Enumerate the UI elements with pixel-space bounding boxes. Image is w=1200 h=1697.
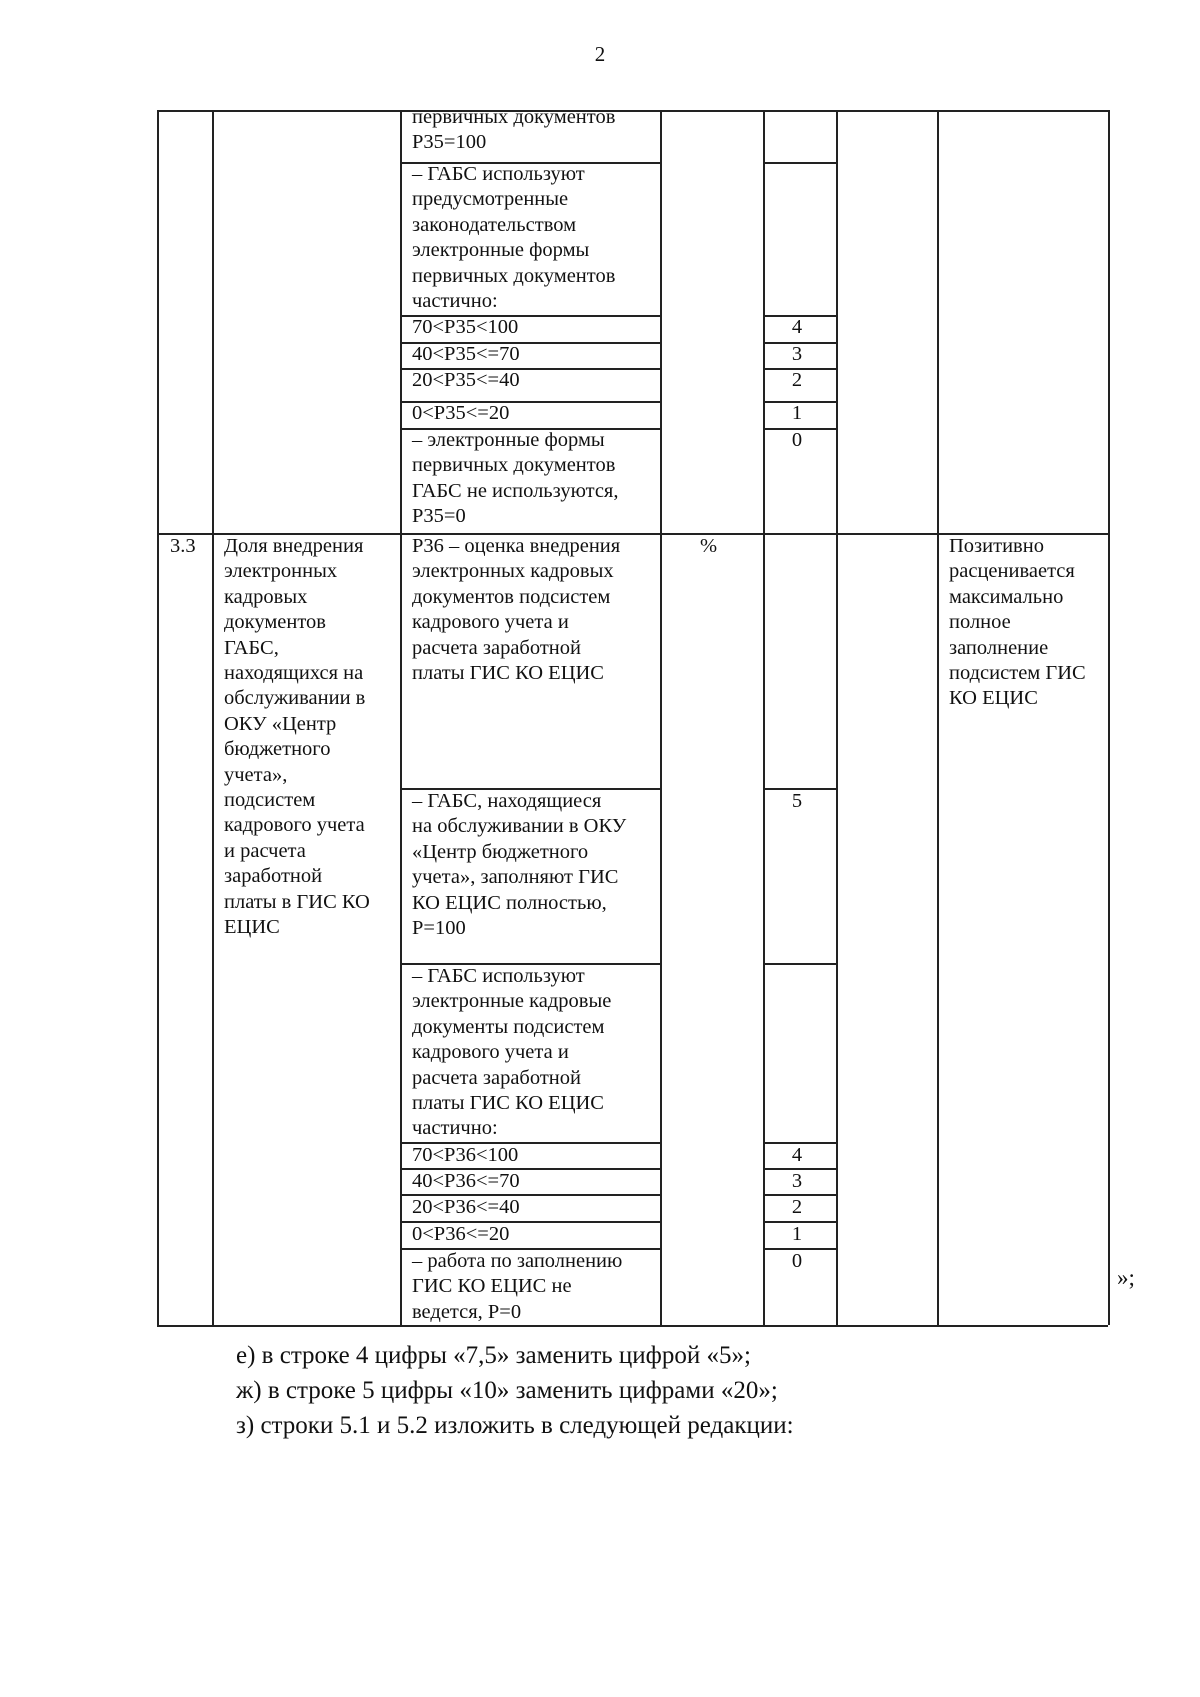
criterion-text: 0<Р36<=20 [412,1223,510,1245]
criterion-text: 70<Р35<100 [412,316,519,338]
score-value: 0 [791,1250,803,1272]
score-value: 0 [791,429,803,451]
criterion-text: кадрового учета и [412,1041,569,1064]
score-value: 4 [791,316,803,338]
score-value: 1 [791,1223,803,1245]
criterion-text: платы ГИС КО ЕЦИС [412,1092,604,1114]
indicator-name: электронных [224,560,338,583]
score-value: 2 [791,1196,803,1218]
score-value: 4 [791,1144,803,1166]
column-border [660,110,662,1325]
amendment-z: з) строки 5.1 и 5.2 изложить в следующей редакции: [236,1412,794,1439]
page-number: 2 [594,42,606,66]
criterion-text: платы ГИС КО ЕЦИС [412,662,604,684]
indicator-name: подсистем [224,789,316,811]
indicator-name: и расчета [224,839,306,862]
indicator-name: платы в ГИС КО [224,890,370,913]
indicator-note: максимально [949,585,1064,608]
criterion-text: 20<Р35<=40 [412,369,520,391]
criterion-text: документы подсистем [412,1015,605,1038]
score-row-border [763,963,836,965]
criterion-text: на обслуживании в ОКУ [412,815,627,838]
criterion-text: ГИС КО ЕЦИС не [412,1275,572,1298]
criterion-text: расчета заработной [412,1066,581,1089]
table-top-border [157,110,1108,112]
indicator-note: полное [949,611,1011,634]
indicator-name: ЕЦИС [224,916,280,938]
indicator-name: кадровых [224,585,308,608]
criterion-text: частично: [412,290,498,312]
criterion-text: Р35=0 [412,505,466,528]
criterion-text: законодательством [412,213,577,236]
criterion-text: предусмотренные [412,188,569,211]
indicator-note: Позитивно [949,535,1044,557]
criterion-text: 70<Р36<100 [412,1144,519,1166]
criterion-text: ГАБС не используются, [412,479,619,502]
criterion-text: 40<Р36<=70 [412,1170,520,1192]
indicator-name: ГАБС, [224,636,279,659]
indicator-name: Доля внедрения [224,535,364,557]
criterion-text: 40<Р35<=70 [412,343,520,365]
criterion-text: 20<Р36<=40 [412,1196,520,1218]
row-number: 3.3 [170,535,196,557]
criterion-text: КО ЕЦИС полностью, [412,891,607,914]
criterion-text: электронных кадровых [412,560,614,583]
indicator-note: заполнение [949,636,1049,659]
score-value: 2 [791,369,803,391]
indicator-note: расценивается [949,560,1075,583]
closing-quote: »; [1117,1265,1135,1290]
criterion-text: Р35=100 [412,131,487,154]
criterion-text: 0<Р35<=20 [412,402,510,424]
column-border [1108,110,1110,1325]
criterion-text: первичных документов [412,454,616,477]
score-value: 5 [791,790,803,812]
amendment-zh: ж) в строке 5 цифры «10» заменить цифрами «20»; [236,1377,778,1404]
indicator-name: бюджетного [224,738,331,761]
score-value: 3 [791,343,803,365]
criterion-text: кадрового учета и [412,611,569,634]
criterion-text: «Центр бюджетного [412,840,589,863]
criterion-text: электронные кадровые [412,990,612,1013]
indicator-name: находящихся на [224,662,364,684]
indicator-name: ОКУ «Центр [224,712,337,735]
criterion-text: документов подсистем [412,585,611,608]
criterion-text: Р36 – оценка внедрения [412,535,621,557]
criterion-text: – ГАБС, находящиеся [412,790,602,812]
indicator-name: документов [224,611,326,634]
indicator-name: обслуживании в [224,687,366,710]
indicator-name: кадрового учета [224,814,365,837]
score-value: 1 [791,402,803,424]
criterion-text: – работа по заполнению [412,1250,623,1272]
criterion-text: учета», заполняют ГИС [412,866,619,889]
criterion-text: ведется, Р=0 [412,1300,522,1323]
criterion-text: – ГАБС используют [412,163,585,185]
amendment-e: е) в строке 4 цифры «7,5» заменить цифрой «5»; [236,1342,751,1369]
criterion-text: первичных документов [412,106,616,128]
criterion-text: Р=100 [412,917,466,939]
score-value: 3 [791,1170,803,1192]
column-border [937,110,939,1325]
score-row-border [763,162,836,164]
criterion-text: – ГАБС используют [412,965,585,987]
indicator-name: заработной [224,865,323,888]
indicator-note: КО ЕЦИС [949,687,1038,710]
criterion-text: – электронные формы [412,429,605,451]
criterion-text: электронные формы [412,239,590,262]
indicator-note: подсистем ГИС [949,662,1086,684]
column-border [157,110,159,1325]
column-border [836,110,838,1325]
table-bottom-border [157,1325,1108,1327]
indicator-name: учета», [224,763,288,786]
column-border [212,110,214,1325]
criterion-text: расчета заработной [412,636,581,659]
unit-cell: % [700,535,718,557]
criterion-text: частично: [412,1117,498,1140]
criterion-text: первичных документов [412,264,616,287]
